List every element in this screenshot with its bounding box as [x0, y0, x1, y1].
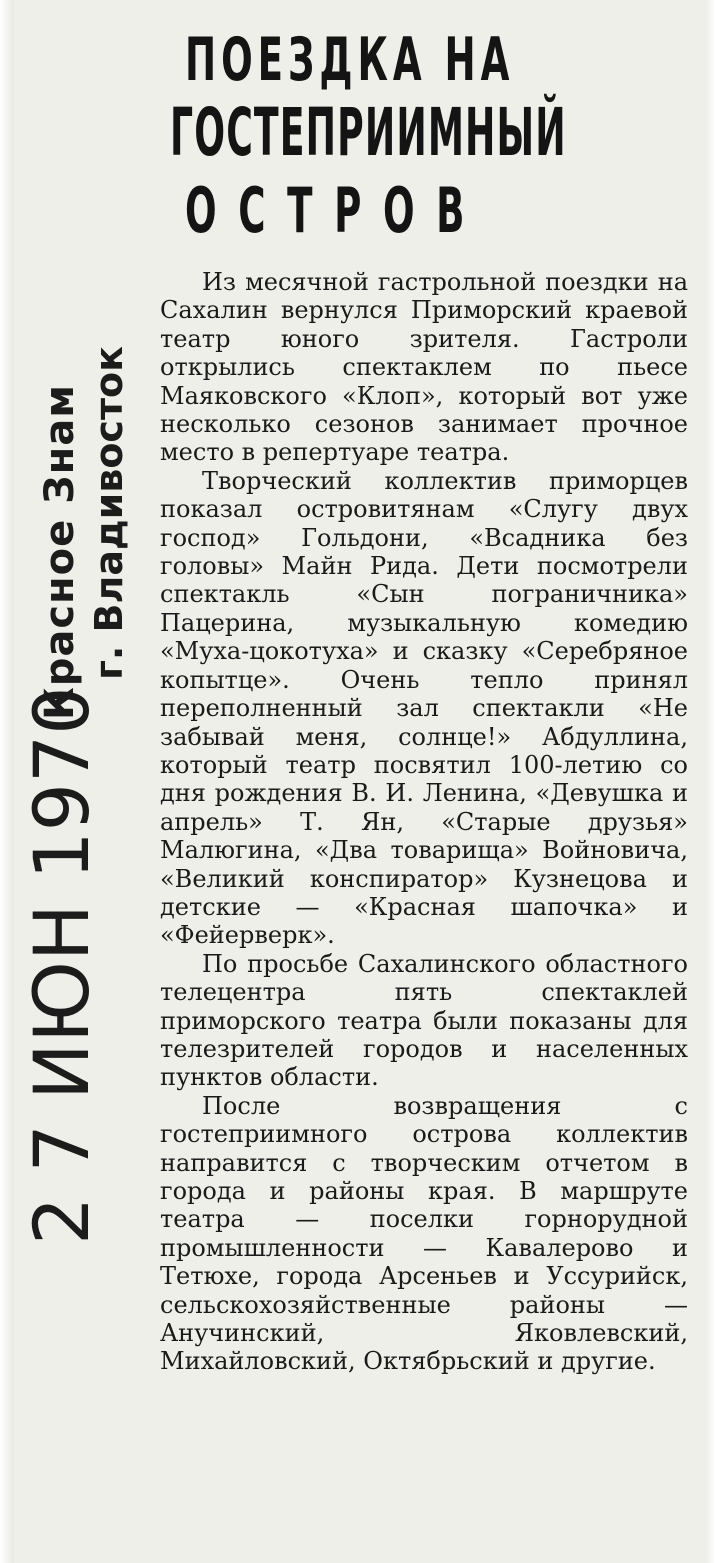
headline-line-2: ГОСТЕПРИИМНЫЙ — [170, 94, 567, 171]
headline-line-1: ПОЕЗДКА НА — [185, 25, 515, 95]
stamp-date: 2 7 ИЮН 1970 — [17, 686, 106, 1245]
article-paragraph: По просьбе Сахалинского областного телецентра пять спектаклей приморского театра были показаны для телезрителей городов и населенных пунктов области. — [160, 949, 688, 1092]
article-paragraph: После возвращения с гостеприимного острова коллектив направится с творческим отчетом в города и районы края. В маршруте театра — поселки горнорудной промышленности — Кавалерово и Тетюхе, города Арсеньев и Уссурийск, сельскохозяйственные районы — Анучинский, Яковлевский, Михайловский, Октябрьский и другие. — [160, 1091, 688, 1376]
paper-edge-right — [705, 0, 715, 1563]
paper-edge-left — [0, 0, 14, 1563]
article-body — [160, 268, 688, 1376]
stamp-city: г. Владивосток — [87, 346, 131, 680]
headline-line-3: ОСТРОВ — [185, 174, 487, 247]
stamp-newspaper-name: Красное Знам — [37, 384, 83, 720]
article-paragraph: Из месячной гастрольной поездки на Сахалин вернулся Приморский краевой театр юного зрителя. Гастроли открылись спектаклем по пьесе Маяковского «Клоп», который вот уже несколько сезонов занимает прочное место в репертуаре театра. — [160, 268, 688, 467]
article-paragraph: Творческий коллектив приморцев показал островитянам «Слугу двух господ» Гольдони, «Всадника без головы» Майн Рида. Дети посмотрели спектакль «Сын пограничника» Пацерина, музыкальную комедию «Муха-цокотуха» и сказку «Серебряное копытце». Очень тепло принял переполненный зал спектакли «Не забывай меня, солнце!» Абдуллина, который театр посвятил 100-летию со дня рождения В. И. Ленина, «Девушка и апрель» Т. Ян, «Старые друзья» Малюгина, «Два товарища» Войновича, «Великий конспиратор» Кузнецова и детские — «Красная шапочка» и «Фейерверк». — [160, 466, 688, 950]
